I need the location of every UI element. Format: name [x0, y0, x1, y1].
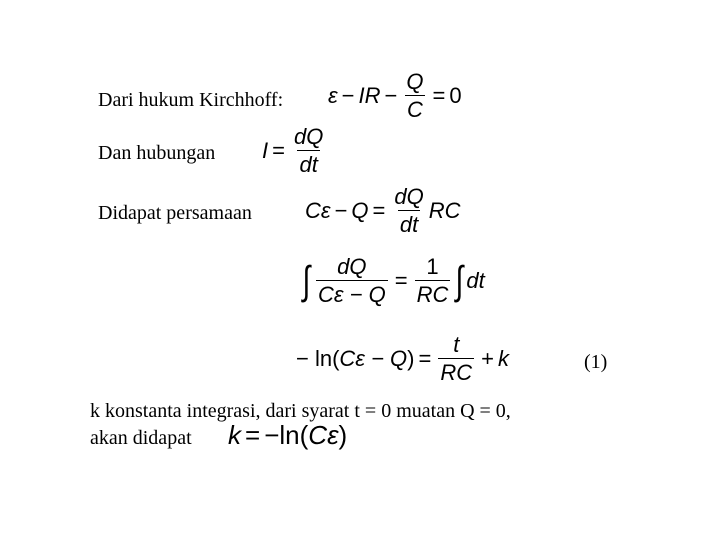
rc-term: RC [428, 197, 461, 223]
equals-sign: = [245, 420, 261, 450]
derived-equation-label: Didapat persamaan [98, 202, 252, 224]
fraction-denominator: C [407, 97, 423, 123]
ln-function: ln [279, 420, 300, 450]
fraction-denominator: dt [399, 212, 419, 238]
fraction-numerator: 1 [426, 254, 439, 279]
fraction-numerator: dQ [293, 124, 324, 149]
rhs-value: 0 [449, 82, 462, 108]
neg-ln-prefix: − ln( [296, 345, 340, 371]
c-emf-term: Cε [305, 197, 331, 223]
fraction-denominator: RC [440, 360, 473, 386]
integral-equation [300, 255, 485, 306]
q-over-c-fraction [404, 70, 425, 121]
log-argument: Cε − Q [339, 345, 408, 371]
relation-label: Dan hubungan [98, 142, 216, 164]
dq-dt-fraction [292, 125, 325, 176]
dq-dt-fraction [392, 185, 425, 236]
constant-k: k [228, 420, 241, 450]
result-label: akan didapat [90, 427, 192, 449]
one-over-rc-fraction [415, 255, 451, 306]
equals-sign: = [432, 82, 446, 108]
fraction-numerator: Q [406, 69, 424, 94]
integrand-fraction [316, 255, 388, 306]
open-paren: ( [299, 420, 309, 450]
integration-constant-note: k konstanta integrasi, dari syarat t = 0 muatan Q = 0, [90, 400, 511, 422]
plus-sign: + [481, 345, 494, 371]
kirchhoff-label: Dari hukum Kirchhoff: [98, 89, 284, 111]
charge-symbol: Q [351, 197, 369, 223]
t-over-rc-fraction [438, 333, 474, 384]
integral-sign: ∫ [456, 258, 464, 303]
minus-sign: − [341, 82, 355, 108]
fraction-numerator: dQ [337, 254, 367, 279]
emf-symbol: ε [328, 82, 338, 108]
constant-k-equation [228, 420, 347, 451]
log-solution-equation [296, 333, 509, 384]
dt-term: dt [466, 267, 485, 293]
fraction-numerator: t [453, 332, 460, 357]
kirchhoff-equation [328, 70, 462, 121]
equation-number: (1) [584, 351, 608, 373]
minus-sign: − [334, 197, 348, 223]
fraction-denominator: dt [299, 152, 318, 178]
current-symbol: I [262, 137, 269, 163]
minus-sign: − [384, 82, 398, 108]
fraction-denominator: Cε − Q [317, 282, 386, 308]
differential-equation [305, 185, 461, 236]
close-paren: ) [407, 345, 415, 371]
c-emf-term: Cε [308, 420, 339, 450]
ir-term: IR [358, 82, 381, 108]
constant-k: k [498, 345, 509, 371]
equals-sign: = [372, 197, 386, 223]
equals-sign: = [394, 267, 408, 293]
integral-sign: ∫ [302, 258, 311, 303]
fraction-numerator: dQ [394, 184, 424, 209]
current-equation [262, 125, 328, 176]
equals-sign: = [272, 137, 285, 163]
equals-sign: = [418, 345, 432, 371]
minus-sign: − [264, 420, 280, 450]
close-paren: ) [338, 420, 348, 450]
fraction-denominator: RC [416, 282, 449, 308]
